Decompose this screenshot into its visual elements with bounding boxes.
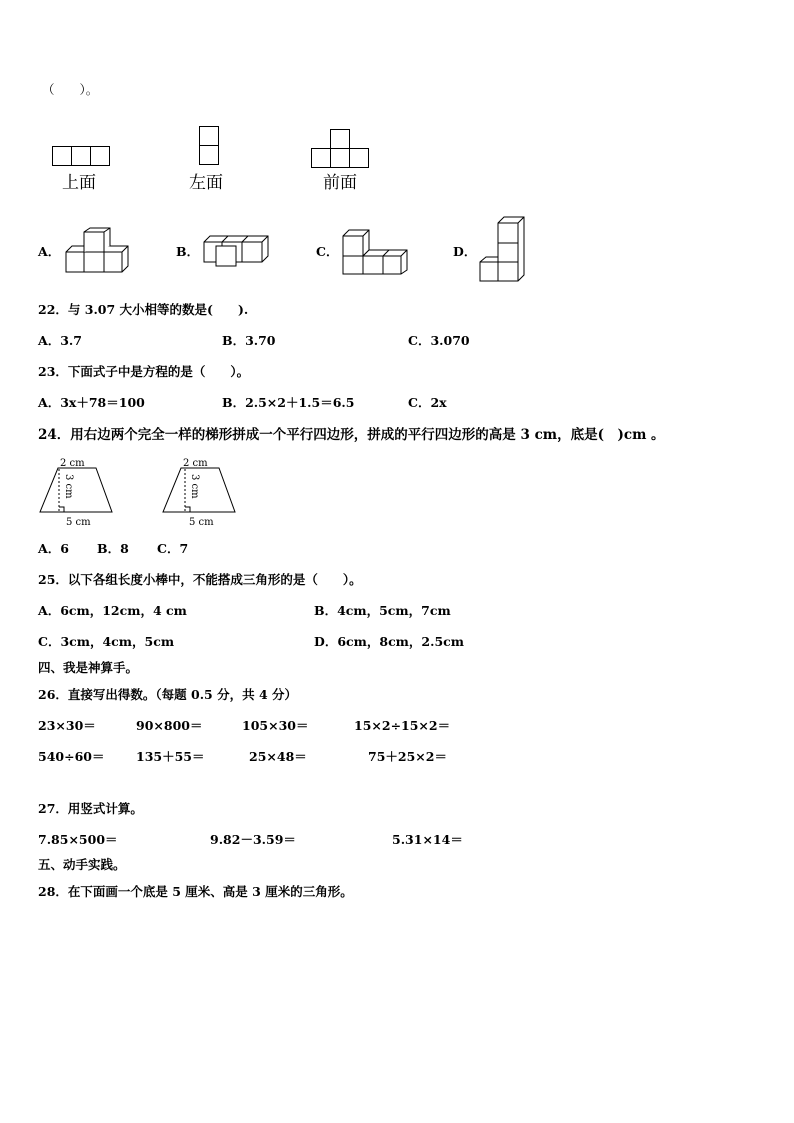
- front-view-figure: [311, 129, 373, 171]
- q24-stem: 24．用右边两个完全一样的梯形拼成一个平行四边形，拼成的平行四边形的高是 3 cm，底是( )cm 。: [38, 427, 665, 443]
- q26-item: 75＋25×2＝: [368, 749, 447, 764]
- q24-option-b: B．8: [97, 541, 129, 556]
- q22-option-a: A．3.7: [38, 333, 82, 348]
- q26-item: 540÷60＝: [38, 749, 105, 764]
- q22-option-b: B．3.70: [222, 333, 276, 348]
- q21-option-d-label: D．: [453, 244, 477, 259]
- trap1-height-label: 3 cm: [63, 474, 74, 499]
- q21-option-a-label: A．: [38, 244, 61, 259]
- section-5-heading: 五、动手实践。: [38, 857, 126, 872]
- q22-option-c: C．3.070: [408, 333, 470, 348]
- q28-stem: 28．在下面画一个底是 5 厘米、高是 3 厘米的三角形。: [38, 884, 353, 899]
- q26-item: 23×30＝: [38, 718, 96, 733]
- q27-stem: 27．用竖式计算。: [38, 801, 143, 816]
- q23-option-a: A．3x＋78＝100: [38, 395, 145, 410]
- q27-item: 9.82－3.59＝: [210, 832, 296, 847]
- q24-option-c: C．7: [157, 541, 189, 556]
- q27-item: 5.31×14＝: [392, 832, 463, 847]
- q26-item: 135＋55＝: [136, 749, 205, 764]
- top-view-label: 上面: [62, 173, 96, 193]
- q24-option-a: A．6: [38, 541, 69, 556]
- q25-option-b: B．4cm，5cm，7cm: [314, 603, 451, 618]
- q23-option-c: C．2x: [408, 395, 447, 410]
- q21-option-b-figure: [202, 236, 272, 266]
- q25-option-c: C．3cm，4cm，5cm: [38, 634, 175, 649]
- q21-option-d-figure: [478, 217, 530, 283]
- trap2-bottom-label: 5 cm: [189, 517, 214, 528]
- left-view-figure: [199, 126, 221, 168]
- q25-stem: 25．以下各组长度小棒中，不能搭成三角形的是（ ）。: [38, 572, 362, 587]
- q27-item: 7.85×500＝: [38, 832, 118, 847]
- q23-stem: 23．下面式子中是方程的是（ ）。: [38, 364, 250, 379]
- q26-item: 25×48＝: [249, 749, 307, 764]
- q26-item: 105×30＝: [242, 718, 309, 733]
- trap1-bottom-label: 5 cm: [66, 517, 91, 528]
- q23-option-b: B．2.5×2＋1.5＝6.5: [222, 395, 355, 410]
- trap2-height-label: 3 cm: [189, 474, 200, 499]
- q25-option-d: D．6cm，8cm，2.5cm: [314, 634, 464, 649]
- trapezoid-1: [38, 456, 118, 528]
- q21-option-c-label: C．: [316, 244, 339, 259]
- q21-option-c-figure: [341, 230, 411, 276]
- top-view-figure: [52, 146, 112, 168]
- q21-option-b-label: B．: [176, 244, 200, 259]
- trap2-top-label: 2 cm: [183, 458, 208, 469]
- q25-option-a: A．6cm，12cm，4 cm: [38, 603, 187, 618]
- q21-option-a-figure: [64, 228, 134, 276]
- q26-item: 15×2÷15×2＝: [354, 718, 451, 733]
- trap1-top-label: 2 cm: [60, 458, 85, 469]
- left-view-label: 左面: [189, 173, 223, 193]
- section-4-heading: 四、我是神算手。: [38, 660, 139, 675]
- q26-item: 90×800＝: [136, 718, 203, 733]
- q26-stem: 26．直接写出得数。（每题 0.5 分，共 4 分）: [38, 687, 297, 702]
- trapezoid-2: [161, 456, 241, 528]
- q21-continuation: （ ）。: [42, 82, 99, 97]
- front-view-label: 前面: [323, 173, 357, 193]
- q22-stem: 22．与 3.07 大小相等的数是( ).: [38, 302, 249, 317]
